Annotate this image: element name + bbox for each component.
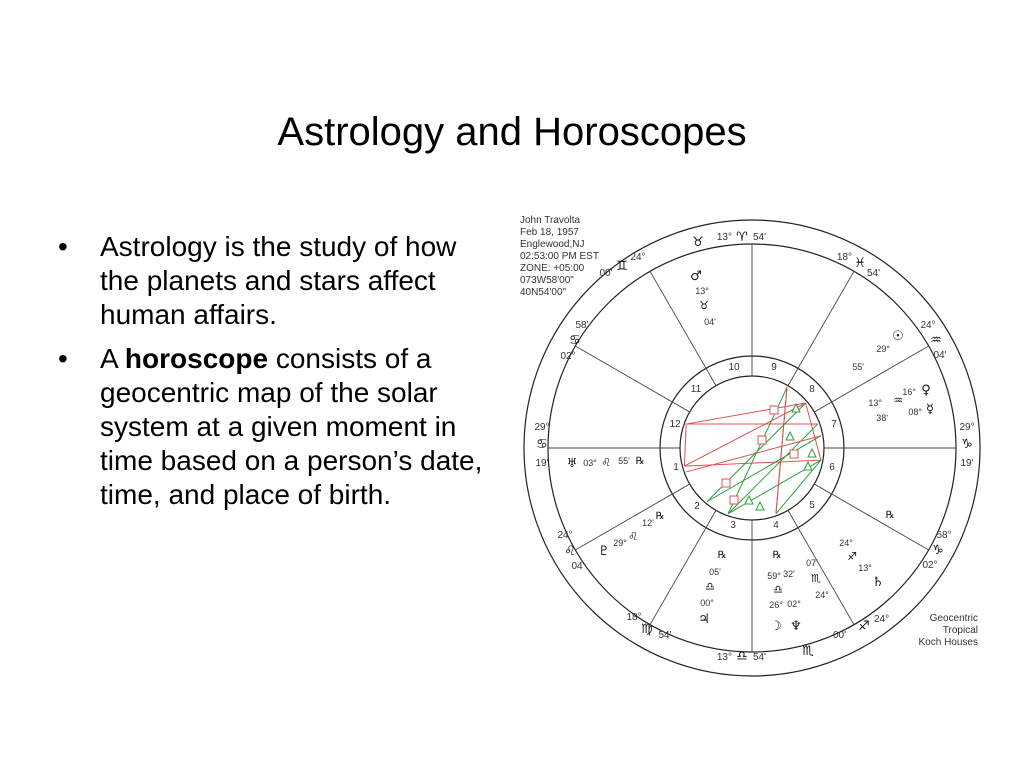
house-divider (706, 510, 716, 527)
info-line: ZONE: +05:00 (520, 263, 585, 274)
planet-minute: 08° (908, 407, 922, 417)
planet-jupiter (698, 550, 726, 627)
bullet-list (58, 230, 488, 522)
bullet-item (58, 342, 488, 512)
pisces-sign-icon: ♓ (854, 256, 866, 271)
cusp-degree: 18° (626, 612, 642, 623)
mercury-icon: ☿ (926, 402, 934, 417)
house-divider (788, 368, 798, 385)
leo-sign-icon: ♌ (564, 544, 576, 559)
planet-degree: 29° (613, 538, 627, 548)
gemini-sign-icon: ♊ (616, 259, 628, 274)
horoscope-wheel (512, 208, 992, 688)
info-line: Feb 18, 1957 (520, 227, 579, 238)
house-number: 2 (694, 501, 700, 512)
cusp-degree: 29° (534, 422, 550, 433)
mars-icon: ♂ (690, 269, 702, 284)
cusp-minute: 00' (599, 268, 613, 279)
bullet-marker: • (58, 231, 68, 262)
aspect-marker (756, 502, 764, 510)
aspect-line (684, 424, 686, 466)
planet-pluto (598, 511, 664, 559)
cusp-minute: 19' (535, 458, 549, 469)
house-divider (814, 484, 831, 494)
planet-degree: 13° (695, 286, 709, 296)
house-number: 7 (831, 419, 837, 430)
house-number: 6 (829, 462, 835, 473)
planet-minute: 04' (704, 317, 716, 327)
aries-sign-icon: ♈ (736, 230, 748, 245)
house-number: 9 (771, 362, 777, 373)
planet-sun (852, 329, 904, 372)
leo-sign-icon: ♌ (601, 456, 611, 469)
cusp-minute: 54' (753, 232, 767, 243)
bullet-marker: • (58, 343, 68, 374)
chart-info (520, 215, 599, 298)
house-number: 1 (673, 462, 679, 473)
cusp-degree: 24° (630, 252, 646, 263)
aspect-marker (808, 449, 816, 457)
uranus-icon: ♅ (566, 456, 578, 470)
house-divider-lines (548, 244, 956, 652)
slide-title: Astrology and Horoscopes (277, 110, 747, 154)
footer-line: Koch Houses (918, 637, 978, 648)
retrograde-icon: ℞ (655, 511, 665, 522)
cusp-degree: 24° (557, 530, 573, 541)
info-line: 02:53:00 PM EST (520, 251, 599, 262)
planet-degree: 05' (709, 567, 721, 577)
house-divider (650, 528, 706, 625)
cusp-labels (534, 230, 974, 664)
aquarius-sign-icon: ♒ (930, 333, 942, 348)
planet-minute: 02° (787, 599, 801, 609)
house-number: 10 (728, 362, 740, 373)
house-number: 12 (669, 419, 681, 430)
sagittarius-sign-icon: ♐ (858, 619, 870, 634)
libra-sign-icon: ♎ (705, 580, 715, 593)
scorpio-sign-icon: ♏ (802, 644, 814, 659)
cusp-degree: 58' (575, 320, 589, 331)
aspect-marker (770, 406, 778, 414)
retrograde-icon: ℞ (885, 510, 895, 521)
house-divider (706, 368, 716, 385)
house-number: 4 (773, 520, 779, 531)
bullet-text: Astrology is the study of how the planets and stars affect human affairs. (100, 231, 457, 330)
info-line: 40N54'00" (520, 287, 567, 298)
house-divider (672, 402, 689, 412)
cusp-minute: 00' (832, 630, 846, 641)
cusp-minute: 19' (960, 458, 974, 469)
pluto-icon: ♇ (598, 544, 610, 559)
aspect-line (686, 436, 821, 472)
neptune-icon: ♆ (790, 619, 802, 634)
virgo-sign-icon: ♍ (641, 622, 653, 637)
planet-degree: 24° (815, 590, 829, 600)
libra-sign-icon: ♎ (736, 649, 748, 664)
cusp-degree: 13° (716, 232, 732, 243)
capricorn-sign-icon: ♑ (961, 437, 973, 452)
retrograde-icon: ℞ (635, 456, 645, 467)
planet-degree: 13° (868, 398, 882, 408)
aspect-marker (786, 432, 794, 440)
aspect-lines (684, 387, 821, 513)
sun-icon: ☉ (892, 329, 904, 344)
retrograde-icon: ℞ (717, 550, 727, 561)
aspect-marker (722, 479, 730, 487)
cusp-minute: 02° (922, 560, 938, 571)
planet-minute: 55' (618, 456, 630, 466)
cusp-degree: 58° (936, 530, 952, 541)
planet-minute: 38' (876, 413, 888, 423)
retrograde-icon: ℞ (772, 550, 782, 561)
planet-degree: 03° (583, 458, 597, 468)
house-divider (814, 402, 831, 412)
cusp-minute: 54' (867, 268, 881, 279)
planet-degree: 07' (806, 558, 818, 568)
house-number: 11 (690, 384, 702, 395)
cusp-degree: 29° (959, 422, 975, 433)
horoscope-chart (512, 208, 992, 688)
house-number: 5 (809, 500, 815, 511)
aspect-marker (730, 496, 738, 504)
bullet-item (58, 230, 488, 332)
cusp-minute: 54' (658, 630, 672, 641)
cusp-degree: 24° (920, 320, 936, 331)
house-number: 8 (809, 384, 815, 395)
info-line: 073W58'00" (520, 275, 574, 286)
house-number-ring-outer (660, 356, 844, 540)
taurus-sign-icon: ♉ (699, 299, 709, 312)
planet-minute: 55' (852, 362, 864, 372)
cusp-minute: 54' (753, 652, 767, 663)
house-divider (672, 484, 689, 494)
house-number: 3 (730, 520, 736, 531)
planet-minute: 32' (783, 569, 795, 579)
aquarius-sign-icon: ♒ (893, 394, 903, 407)
footer-line: Geocentric (929, 613, 978, 624)
scorpio-sign-icon: ♏ (811, 572, 821, 585)
house-divider (575, 346, 672, 402)
planet-minute: 00° (700, 598, 714, 608)
cusp-minute: 02° (560, 351, 576, 362)
saturn-icon: ♄ (872, 575, 884, 590)
planet-minute: 12' (642, 518, 654, 528)
planet-degree: 26° (769, 600, 783, 610)
sagittarius-sign-icon: ♐ (847, 550, 857, 563)
house-divider (798, 271, 854, 368)
planet-degree: 24° (839, 538, 853, 548)
cusp-minute: 04' (571, 561, 585, 572)
aspect-marker (790, 450, 798, 458)
moon-icon: ☽ (770, 619, 782, 634)
bullet-text-pre: A (100, 343, 125, 374)
cusp-degree: 13° (716, 652, 732, 663)
bullet-bold-term: horoscope (124, 343, 269, 374)
capricorn-sign-icon: ♑ (932, 543, 944, 558)
house-divider (788, 510, 798, 527)
planet-degree: 16° (902, 387, 916, 397)
planet-mars (690, 269, 716, 327)
bullet-text-post: consists of a geocentric map of the solar system at a given moment in time based on a person’s date, time, and place of birth. (100, 343, 483, 510)
planet-minute: 13° (858, 563, 872, 573)
planet-uranus (567, 456, 645, 470)
jupiter-icon: ♃ (698, 612, 710, 627)
libra-sign-icon: ♎ (773, 583, 783, 596)
aspect-marker (758, 436, 766, 444)
planet-labels (567, 269, 934, 634)
planet-degree: 29° (876, 344, 890, 354)
venus-icon: ♀ (921, 383, 931, 398)
cancer-sign-icon: ♋ (536, 437, 548, 452)
cusp-minute: 04' (933, 350, 947, 361)
chart-footer (919, 613, 978, 648)
cusp-degree: 18° (836, 252, 852, 263)
taurus-sign-icon: ♉ (692, 235, 704, 250)
cancer-sign-icon: ♋ (569, 333, 581, 348)
planet-saturn (839, 510, 894, 590)
footer-line: Tropical (942, 625, 978, 636)
cusp-degree: 24° (874, 614, 890, 625)
info-line: Englewood,NJ (520, 239, 585, 250)
planet-degree: 59° (767, 571, 781, 581)
info-line: John Travolta (520, 215, 581, 226)
inner-ring (680, 376, 824, 520)
leo-sign-icon: ♌ (628, 530, 638, 543)
house-numbers (669, 362, 837, 531)
